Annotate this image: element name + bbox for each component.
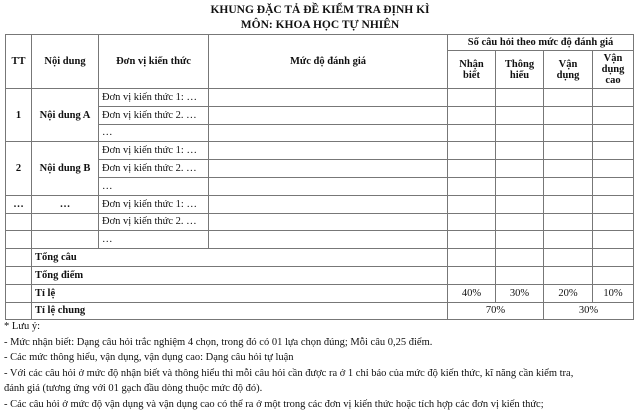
document-subtitle: MÔN: KHOA HỌC TỰ NHIÊN — [0, 19, 640, 31]
header-so-cau: Số câu hỏi theo mức độ đánh giá — [448, 35, 634, 51]
ti-le-van-dung: 20% — [544, 284, 593, 302]
header-noi-dung: Nội dung — [32, 35, 99, 89]
row-don-vi: Đơn vị kiến thức 1: … — [99, 89, 209, 107]
empty-cell — [544, 177, 593, 195]
empty-cell — [209, 231, 448, 249]
empty-cell — [593, 195, 634, 213]
empty-cell — [544, 142, 593, 160]
ti-le-label: Tỉ lệ — [32, 284, 448, 302]
empty-cell — [544, 89, 593, 107]
empty-cell — [593, 89, 634, 107]
row-tt: … — [6, 195, 32, 213]
empty-cell — [544, 231, 593, 249]
notes — [4, 319, 638, 412]
ti-le-chung-1: 70% — [448, 302, 544, 320]
empty-cell — [209, 160, 448, 178]
note-line: * Lưu ý: — [4, 319, 638, 335]
row-don-vi: … — [99, 177, 209, 195]
header-tt: TT — [6, 35, 32, 89]
tong-diem-label: Tổng điểm — [32, 266, 448, 284]
empty-cell — [209, 89, 448, 107]
empty-cell — [593, 231, 634, 249]
empty-cell — [448, 160, 496, 178]
table-row — [6, 213, 634, 231]
note-line: - Các mức thông hiểu, vận dụng, vận dụng cao: Dạng câu hỏi tự luận — [4, 350, 638, 366]
header-thong-hieu: Thông hiểu — [496, 51, 544, 89]
table-body — [6, 89, 634, 249]
empty-cell — [448, 89, 496, 107]
table-row — [6, 160, 634, 178]
empty-cell — [448, 177, 496, 195]
empty-cell — [496, 177, 544, 195]
ti-le-nhan-biet: 40% — [448, 284, 496, 302]
header-van-dung-cao: Vận dụng cao — [593, 51, 634, 89]
row-don-vi: … — [99, 124, 209, 142]
empty-cell — [593, 177, 634, 195]
empty-cell — [448, 231, 496, 249]
empty-cell — [209, 142, 448, 160]
note-line: - Các câu hỏi ở mức độ vận dụng và vận dụng cao có thể ra ở một trong các đơn vị kiến thức hoặc tích hợp các đơn vị kiến thức; — [4, 397, 638, 412]
empty-cell — [593, 160, 634, 178]
empty-cell — [448, 142, 496, 160]
empty-cell — [496, 195, 544, 213]
empty-cell — [593, 142, 634, 160]
row-don-vi: Đơn vị kiến thức 2. … — [99, 160, 209, 178]
empty-cell — [209, 124, 448, 142]
table-row — [6, 177, 634, 195]
note-line: - Mức nhận biết: Dạng câu hỏi trắc nghiệm 4 chọn, trong đó có 01 lựa chọn đúng; Mỗi câu 0,25 điểm. — [4, 335, 638, 351]
empty-cell — [593, 213, 634, 231]
empty-cell — [496, 106, 544, 124]
header-nhan-biet: Nhận biết — [448, 51, 496, 89]
header-muc-do: Mức độ đánh giá — [209, 35, 448, 89]
table-row — [6, 195, 634, 213]
empty-cell — [448, 213, 496, 231]
table-row — [6, 89, 634, 107]
row-don-vi: Đơn vị kiến thức 2. … — [99, 213, 209, 231]
row-don-vi: … — [99, 231, 209, 249]
empty-cell — [448, 106, 496, 124]
empty-cell — [32, 213, 99, 231]
empty-cell — [448, 195, 496, 213]
row-tt: 1 — [6, 89, 32, 142]
table-row — [6, 106, 634, 124]
ti-le-chung-2: 30% — [544, 302, 634, 320]
row-don-vi: Đơn vị kiến thức 1: … — [99, 142, 209, 160]
row-noi-dung: Nội dung B — [32, 142, 99, 195]
row-noi-dung: … — [32, 195, 99, 213]
row-noi-dung: Nội dung A — [32, 89, 99, 142]
empty-cell — [209, 213, 448, 231]
empty-cell — [544, 106, 593, 124]
row-don-vi: Đơn vị kiến thức 2. … — [99, 106, 209, 124]
header-van-dung: Vận dụng — [544, 51, 593, 89]
specification-table — [5, 34, 634, 320]
empty-cell — [209, 177, 448, 195]
empty-cell — [6, 231, 32, 249]
empty-cell — [496, 213, 544, 231]
empty-cell — [544, 124, 593, 142]
empty-cell — [496, 89, 544, 107]
table-row — [6, 142, 634, 160]
row-don-vi: Đơn vị kiến thức 1: … — [99, 195, 209, 213]
note-line: - Với các câu hỏi ở mức độ nhận biết và thông hiểu thì mỗi câu hỏi cần được ra ở 1 chỉ báo của mức độ kiến thức, kĩ năng cần kiểm tra, — [4, 366, 638, 382]
empty-cell — [32, 231, 99, 249]
ti-le-van-dung-cao: 10% — [593, 284, 634, 302]
empty-cell — [209, 106, 448, 124]
empty-cell — [593, 106, 634, 124]
empty-cell — [544, 195, 593, 213]
ti-le-thong-hieu: 30% — [496, 284, 544, 302]
ti-le-chung-label: Tỉ lệ chung — [32, 302, 448, 320]
note-line: đánh giá (tương ứng với 01 gạch đầu dòng thuộc mức độ đó). — [4, 381, 638, 397]
empty-cell — [448, 124, 496, 142]
empty-cell — [496, 124, 544, 142]
empty-cell — [593, 124, 634, 142]
table-row — [6, 231, 634, 249]
empty-cell — [496, 231, 544, 249]
empty-cell — [496, 160, 544, 178]
empty-cell — [6, 213, 32, 231]
header-don-vi: Đơn vị kiến thức — [99, 35, 209, 89]
empty-cell — [544, 213, 593, 231]
document-title: KHUNG ĐẶC TẢ ĐỀ KIỂM TRA ĐỊNH KÌ — [0, 4, 640, 16]
table-row — [6, 124, 634, 142]
empty-cell — [209, 195, 448, 213]
row-tt: 2 — [6, 142, 32, 195]
empty-cell — [544, 160, 593, 178]
tong-cau-label: Tổng câu — [32, 249, 448, 267]
empty-cell — [496, 142, 544, 160]
